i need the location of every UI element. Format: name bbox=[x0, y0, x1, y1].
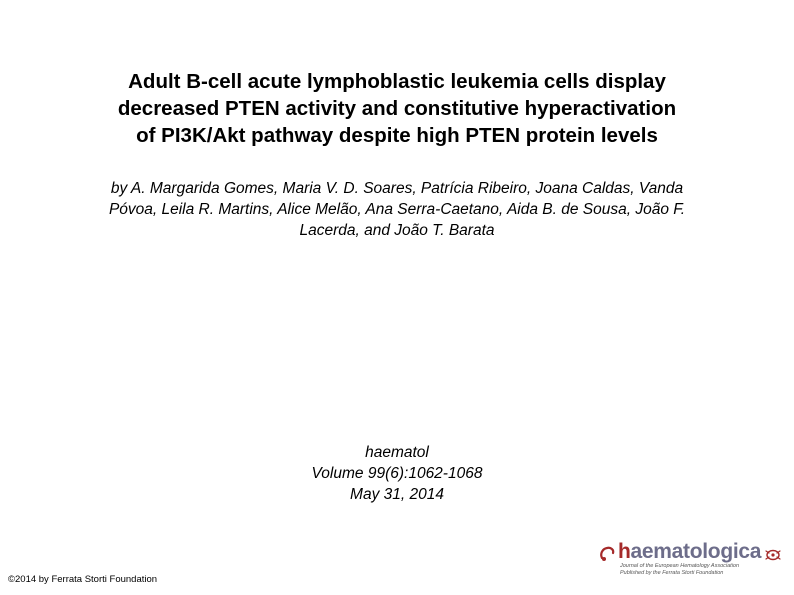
title-line-3: of PI3K/Akt pathway despite high PTEN protein levels bbox=[136, 124, 658, 147]
author-line-2: Póvoa, Leila R. Martins, Alice Melão, Ana Serra-Caetano, Aida B. de Sousa, João F. bbox=[108, 201, 686, 218]
logo-tagline-line-1: Journal of the European Hematology Association bbox=[620, 563, 740, 569]
publication-date: May 31, 2014 bbox=[350, 486, 444, 503]
volume-info: Volume 99(6):1062-1068 bbox=[311, 465, 483, 482]
journal-name: haematol bbox=[365, 444, 429, 461]
logo-wordmark bbox=[618, 540, 761, 564]
haematologica-logo bbox=[598, 540, 782, 576]
logo-wordmark-rest: aematologica bbox=[630, 540, 762, 563]
copyright-notice: ©2014 by Ferrata Storti Foundation bbox=[8, 574, 158, 585]
author-line-1: by A. Margarida Gomes, Maria V. D. Soares, Patrícia Ribeiro, Joana Caldas, Vanda bbox=[110, 180, 684, 197]
citation-block bbox=[247, 442, 547, 505]
logo-cell-icon bbox=[764, 548, 782, 562]
author-line-3: Lacerda, and João T. Barata bbox=[299, 222, 495, 239]
logo-tagline-line-2: Published by the Ferrata Storti Foundation bbox=[620, 569, 724, 576]
title-line-2: decreased PTEN activity and constitutive hyperactivation bbox=[117, 97, 677, 120]
author-list bbox=[40, 178, 754, 241]
logo-first-letter: h bbox=[618, 540, 631, 563]
title-line-1: Adult B-cell acute lymphoblastic leukemia cells display bbox=[128, 70, 666, 93]
article-title bbox=[40, 68, 754, 149]
logo-tagline bbox=[620, 563, 739, 576]
logo-swirl-icon bbox=[598, 544, 618, 564]
